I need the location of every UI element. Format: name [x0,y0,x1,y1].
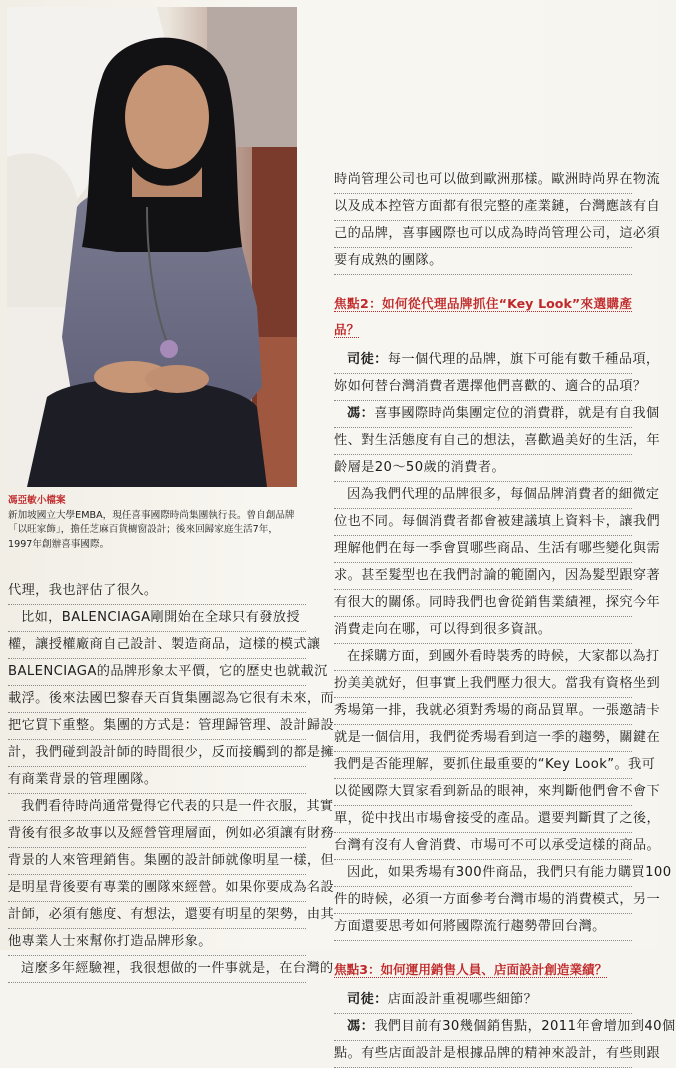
text-line: 有很大的關係。同時我們也會從銷售業績裡，探究今年 [334,590,632,617]
question-line: 司徒：每一個代理的品牌，旗下可能有數千種品項， [334,347,632,374]
text-line: 我們是否能理解，要抓住最重要的“Key Look”。我可 [334,752,632,779]
caption-name: 馮亞敏小檔案 [8,495,66,506]
answer-line: 馮：我們目前有30幾個銷售點，2011年會增加到40個 [334,1014,632,1041]
text-line: 秀場第一排，我就必須對秀場的商品買單。一張邀請卡 [334,698,632,725]
answer-line: 性、對生活態度有自己的想法，喜歡過美好的生活，年 [334,428,632,455]
text-line: 因為我們代理的品牌很多，每個品牌消費者的細微定 [334,482,632,509]
text-line: 台灣有沒有人會消費、市場可不可以承受這樣的商品。 [334,833,632,860]
text-line: 以及成本控管方面都有很完整的產業鏈，台灣應該有自 [334,194,632,221]
text-line: 計，我們碰到設計師的時間很少，反而接觸到的都是擁 [8,740,306,767]
text-line: 背後有很多故事以及經營管理層面，例如必須讓有財務 [8,821,306,848]
question-line: 司徒：店面設計重視哪些細節？ [334,987,632,1014]
text-line: 己的品牌，喜事國際也可以成為時尚管理公司，這必須 [334,221,632,248]
text-line: 因此，如果秀場有300件商品，我們只有能力購買100 [334,860,632,887]
text-line: 背景的人來管理銷售。集團的設計師就像明星一樣，但 [8,848,306,875]
text-line: 計師，必須有態度、有想法，還要有明星的架勢，由其 [8,902,306,929]
portrait-photo [7,7,297,487]
text-line: 他專業人士來幫你打造品牌形象。 [8,929,306,956]
answer-line: 馮：喜事國際時尚集團定位的消費群，就是有自我個 [334,401,632,428]
text-line: 單，從中找出市場會接受的產品。還要判斷貫了之後， [334,806,632,833]
text-line: 權，讓授權廠商自己設計、製造商品，這樣的模式讓 [8,632,306,659]
text-line: 在採購方面，到國外看時裝秀的時候，大家都以為打 [334,644,632,671]
text-line: 有商業背景的管理團隊。 [8,767,306,794]
right-column [334,167,676,1068]
section-heading-focus-2: 焦點2：如何從代理品牌抓住“Key Look”來選購產品？ [334,296,632,337]
text-line: 載浮。後來法國巴黎春天百貨集團認為它很有未來，而 [8,686,306,713]
photo-caption [8,494,298,552]
section-heading-focus-3: 焦點3：如何運用銷售人員、店面設計創造業績？ [334,962,608,977]
speaker-feng: 馮： [347,1019,375,1034]
text-line: 消費走向在哪，可以得到很多資訊。 [334,617,632,644]
speaker-feng: 馮： [347,406,375,421]
text-line: 比如，BALENCIAGA剛開始在全球只有發放授 [8,605,306,632]
text-line: 理解他們在每一季會買哪些商品、生活有哪些變化與需 [334,536,632,563]
answer-line: 齡層是20～50歲的消費者。 [334,455,632,482]
text-line: 我們看待時尚通常覺得它代表的只是一件衣服，其實 [8,794,306,821]
text-line: 把它買下重整。集團的方式是：管理歸管理、設計歸設 [8,713,306,740]
text-line: 以從國際大買家看到新品的眼神，來判斷他們會不會下 [334,779,632,806]
text-line: 就是一個信用，我們從秀場看到這一季的趨勢，關鍵在 [334,725,632,752]
left-column [8,578,335,983]
question-line: 妳如何替台灣消費者選擇他們喜歡的、適合的品項？ [334,374,632,401]
caption-text: 新加坡國立大學EMBA，現任喜事國際時尚集團執行長。曾自創品牌「以旺家飾」，擔任芝麻百貨櫥窗設計；後來回歸家庭生活7年，1997年創辦喜事國際。 [8,509,295,550]
text-line: 求。甚至髮型也在我們討論的範圍內，因為髮型跟穿著 [334,563,632,590]
answer-line: 點。有些店面設計是根據品牌的精神來設計，有些則跟 [334,1041,632,1068]
text-line: 扮美美就好，但事實上我們壓力很大。當我有資格坐到 [334,671,632,698]
speaker-situ: 司徒： [347,992,388,1007]
text-line: 要有成熟的團隊。 [334,248,632,275]
text-line: 件的時候，必須一方面參考台灣市場的消費模式，另一 [334,887,632,914]
text-line: 時尚管理公司也可以做到歐洲那樣。歐洲時尚界在物流 [334,167,632,194]
text-line: 位也不同。每個消費者都會被建議填上資料卡，讓我們 [334,509,632,536]
speaker-situ: 司徒： [347,352,388,367]
text-line: BALENCIAGA的品牌形象太平價，它的歷史也就載沉 [8,659,306,686]
text-line: 這麼多年經驗裡，我很想做的一件事就是，在台灣的 [8,956,306,983]
text-line: 是明星背後要有專業的團隊來經營。如果你要成為名設 [8,875,306,902]
text-line: 方面還要思考如何將國際流行趨勢帶回台灣。 [334,914,632,941]
text-line: 代理，我也評估了很久。 [8,578,306,605]
